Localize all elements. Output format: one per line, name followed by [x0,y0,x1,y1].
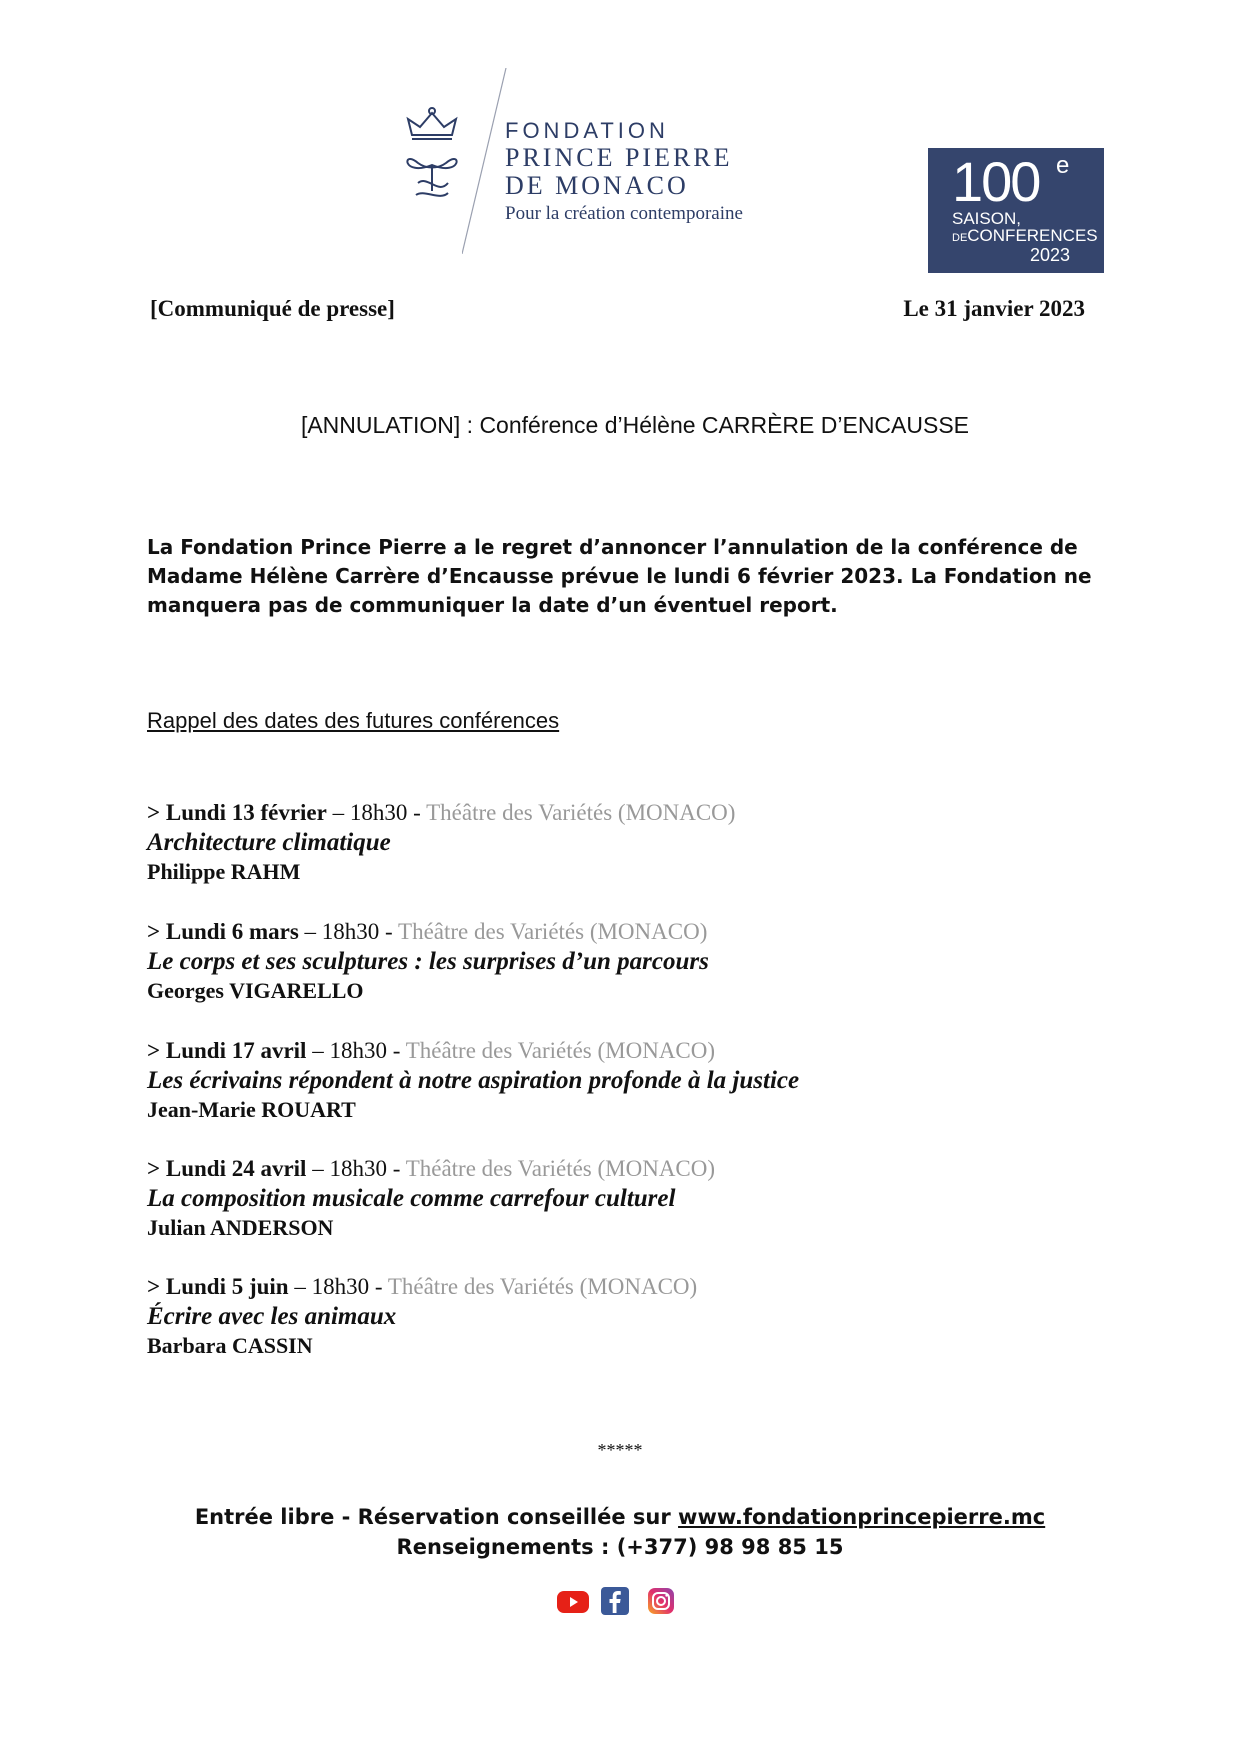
event-speaker: Barbara CASSIN [147,1333,313,1358]
event-time: – 18h30 - [306,1038,406,1063]
instagram-icon[interactable] [646,1586,676,1616]
season-badge [928,148,1104,273]
foundation-logo [505,118,743,226]
youtube-icon[interactable] [556,1586,590,1616]
event-time: – 18h30 - [288,1274,388,1299]
event-speaker: Georges VIGARELLO [147,978,364,1003]
event-item [147,798,1097,886]
badge-number: 100 [952,150,1040,213]
badge-line2-prefix: DE [952,232,968,244]
event-venue: Théâtre des Variétés (MONACO) [405,1038,716,1063]
event-date: > Lundi 17 avril [147,1038,307,1063]
event-title: Le corps et ses sculptures : les surprises d’un parcours [147,948,709,975]
event-speaker: Philippe RAHM [147,859,301,884]
badge-superscript: e [1056,152,1070,179]
event-date: > Lundi 5 juin [147,1274,289,1299]
logo-tagline: Pour la création contemporaine [505,203,743,224]
event-date-line [147,917,1097,946]
event-item [147,917,1097,1005]
intro-line: manquera pas de communiquer la date d’un éventuel report. [147,593,838,617]
event-speaker: Julian ANDERSON [147,1215,334,1240]
event-item [147,1154,1097,1242]
event-date-line [147,798,1097,827]
event-title: Architecture climatique [147,829,391,856]
event-time: – 18h30 - [326,800,427,825]
event-title: Les écrivains répondent à notre aspiration profonde à la justice [147,1067,800,1094]
entry-text: Entrée libre - Réservation conseillée sur [194,1505,679,1529]
intro-paragraph [147,533,1097,620]
intro-line: Madame Hélène Carrère d’Encausse prévue le lundi 6 février 2023. La Fondation ne [147,564,1092,588]
press-release-label: [Communiqué de presse] [150,296,395,321]
event-title: Écrire avec les animaux [147,1303,397,1330]
website-link[interactable]: www.fondationprincepierre.mc [678,1505,1046,1529]
event-time: – 18h30 - [298,919,399,944]
foundation-emblem-icon [398,105,466,205]
event-speaker: Jean-Marie ROUART [147,1097,356,1122]
badge-line2 [952,227,1098,247]
release-date: Le 31 janvier 2023 [903,296,1085,321]
badge-year: 2023 [1030,245,1071,265]
logo-line-prince-pierre: PRINCE PIERRE [505,143,733,172]
event-item [147,1036,1097,1124]
badge-line1: SAISON, [952,209,1021,228]
event-venue: Théâtre des Variétés (MONACO) [426,800,736,825]
intro-line: La Fondation Prince Pierre a le regret d’annoncer l’annulation de la conférence de [147,535,1078,559]
event-date-line [147,1036,1097,1065]
event-date: > Lundi 24 avril [147,1156,307,1181]
event-date: > Lundi 13 février [147,800,327,825]
facebook-icon[interactable] [600,1586,630,1616]
event-time: – 18h30 - [306,1156,406,1181]
event-date-line [147,1154,1097,1183]
footer-info-line: Renseignements : (+377) 98 98 85 15 [396,1535,844,1559]
event-item [147,1272,1097,1360]
logo-line-fondation: FONDATION [505,118,669,143]
event-venue: Théâtre des Variétés (MONACO) [387,1274,698,1299]
event-date: > Lundi 6 mars [147,919,299,944]
page-title: [ANNULATION] : Conférence d’Hélène CARRÈRE D’ENCAUSSE [300,412,970,438]
event-title: La composition musicale comme carrefour culturel [147,1185,676,1212]
event-date-line [147,1272,1097,1301]
upcoming-heading: Rappel des dates des futures conférences [147,708,560,733]
footer-entry-line [0,1502,1240,1532]
badge-line2-text: CONFERENCES [967,226,1098,245]
logo-line-de-monaco: DE MONACO [505,171,689,200]
event-venue: Théâtre des Variétés (MONACO) [398,919,708,944]
separator-stars: ***** [597,1440,643,1460]
event-venue: Théâtre des Variétés (MONACO) [405,1156,716,1181]
